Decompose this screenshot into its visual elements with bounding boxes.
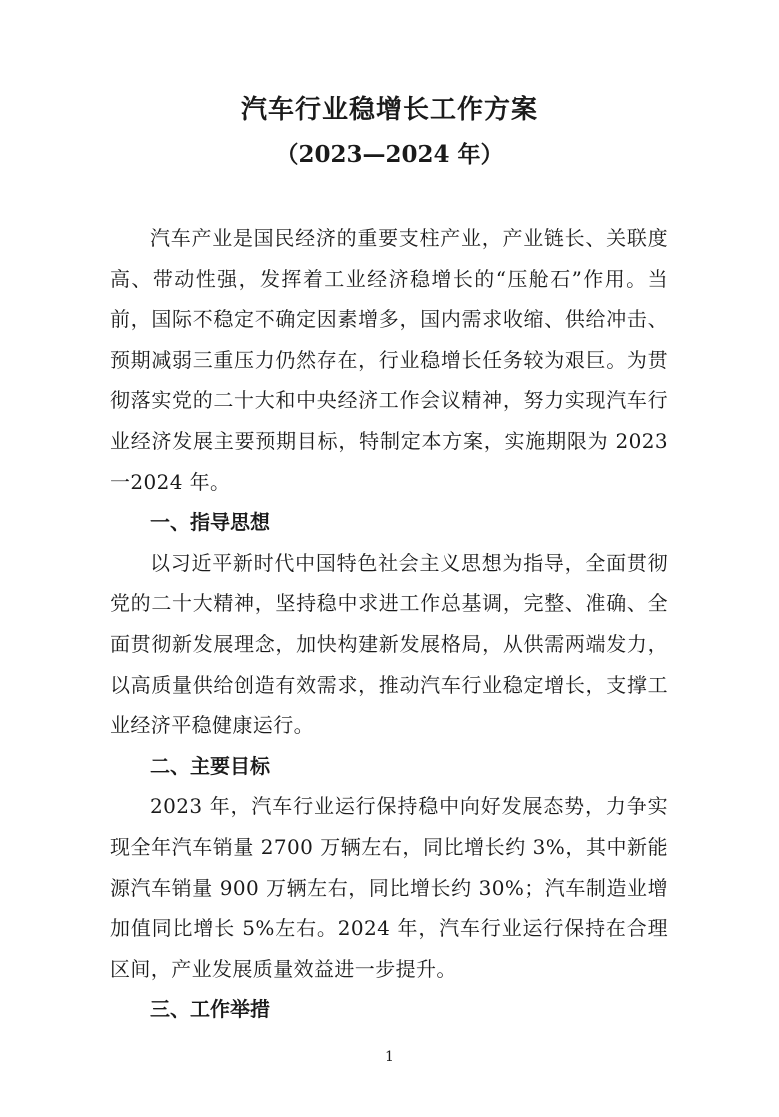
- section-heading-guiding-ideology: 一、指导思想: [150, 510, 270, 535]
- document-subtitle: （2023—2024 年）: [275, 141, 504, 168]
- page-number: 1: [385, 1049, 394, 1065]
- intro-paragraph: 汽车产业是国民经济的重要支柱产业，产业链长、关联度高、带动性强，发挥着工业经济稳增长的“压舱石”作用。当前，国际不稳定不确定因素增多，国内需求收缩、供给冲击、预期减弱三重压力仍然存在，行业稳增长任务较为艰巨。为贯彻落实党的二十大和中央经济工作会议精神，努力实现汽车行业经济发展主要预期目标，特制定本方案，实施期限为 2023一2024 年。: [110, 226, 668, 494]
- document-body: [110, 218, 668, 1030]
- section-heading-main-targets: 二、主要目标: [150, 753, 270, 778]
- guiding-ideology-paragraph: 以习近平新时代中国特色社会主义思想为指导，全面贯彻党的二十大精神，坚持稳中求进工作总基调，完整、准确、全面贯彻新发展理念，加快构建新发展格局，从供需两端发力，以高质量供给创造有效需求，推动汽车行业稳定增长，支撑工业经济平稳健康运行。: [110, 550, 668, 738]
- document-title: 汽车行业稳增长工作方案: [240, 95, 538, 125]
- main-targets-paragraph: 2023 年，汽车行业运行保持稳中向好发展态势，力争实现全年汽车销量 2700 万辆左右，同比增长约 3%，其中新能源汽车销量 900 万辆左右，同比增长约 30%；汽车制造业增加值同比增长 5%左右。2024 年，汽车行业运行保持在合理区间，产业发展质量效益进一步提升。: [110, 794, 668, 981]
- section-heading-work-measures: 三、工作举措: [150, 997, 270, 1022]
